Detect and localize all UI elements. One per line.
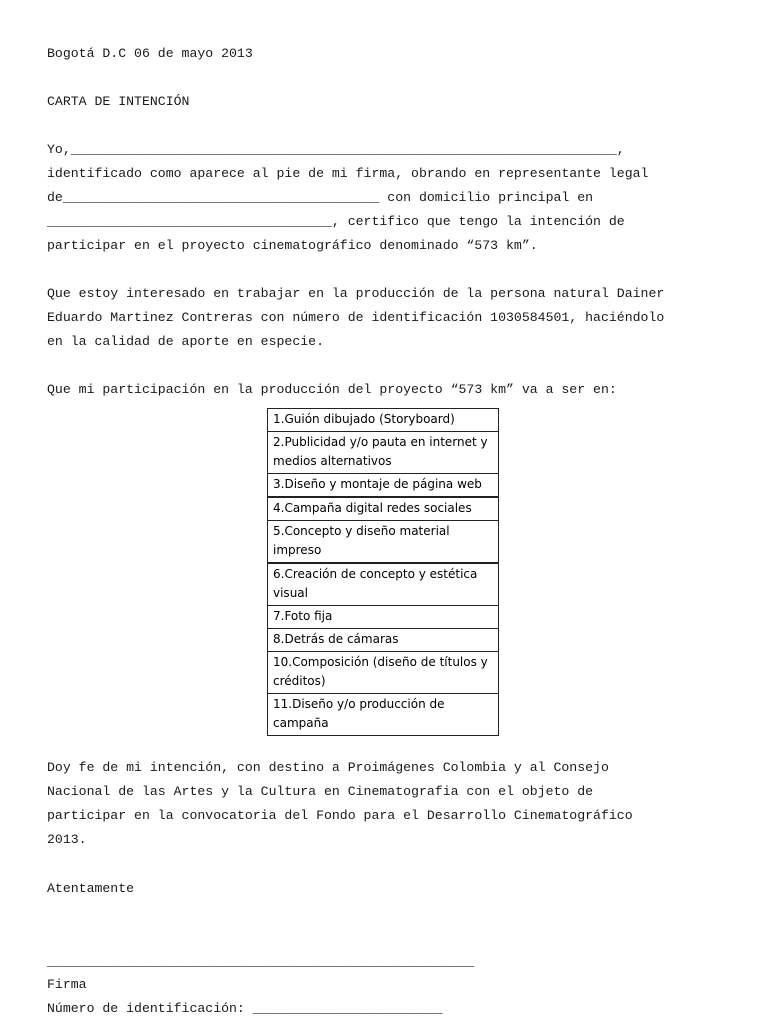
paragraph-line: Eduardo Martinez Contreras con número de identificación 1030584501, haciéndolo [47,310,665,325]
table-cell: 10.Composición (diseño de títulos y créditos) [268,652,499,694]
paragraph-line: Yo,_____________________________________________________________________, [47,142,625,157]
signature-label: Firma [47,977,87,992]
table-row [268,432,499,474]
paragraph-line: Nacional de las Artes y la Cultura en Cinematografia con el objeto de [47,784,594,799]
paragraph-line: participar en la convocatoria del Fondo para el Desarrollo Cinematográfico [47,808,633,823]
table-cell: 1.Guión dibujado (Storyboard) [268,409,499,432]
table-row [268,606,499,629]
signature-line: ______________________________________________________ [47,954,475,969]
table-cell: 2.Publicidad y/o pauta en internet y medios alternativos [268,432,499,474]
closing-text: Atentamente [47,881,135,896]
participation-table [267,408,499,736]
table-cell: 11.Diseño y/o producción de campaña [268,694,499,736]
paragraph-line: participar en el proyecto cinematográfico denominado “573 km”. [47,238,538,253]
table-cell: 7.Foto fija [268,606,499,629]
date-line: Bogotá D.C 06 de mayo 2013 [47,46,253,61]
table-cell: 4.Campaña digital redes sociales [268,497,499,521]
id-number-line: Número de identificación: ________________________ [47,1001,443,1016]
paragraph-line: ____________________________________, certifico que tengo la intención de [47,214,625,229]
table-cell: 6.Creación de concepto y estética visual [268,563,499,606]
table-row [268,563,499,606]
table-cell: 5.Concepto y diseño material impreso [268,521,499,564]
paragraph-line: Que estoy interesado en trabajar en la producción de la persona natural Dainer [47,286,665,301]
table-row [268,497,499,521]
paragraph-line: de________________________________________ con domicilio principal en [47,190,594,205]
table-row [268,474,499,498]
paragraph-line: en la calidad de aporte en especie. [47,334,324,349]
table-cell: 3.Diseño y montaje de página web [268,474,499,498]
table-row [268,629,499,652]
paragraph-participation: Que mi participación en la producción del proyecto “573 km” va a ser en: [47,382,617,397]
table-row [268,409,499,432]
paragraph-line: identificado como aparece al pie de mi firma, obrando en representante legal [47,166,649,181]
paragraph-line: 2013. [47,832,87,847]
table-row [268,652,499,694]
table-row [268,694,499,736]
paragraph-line: Doy fe de mi intención, con destino a Proimágenes Colombia y al Consejo [47,760,609,775]
letter-heading: CARTA DE INTENCIÓN [47,94,190,109]
table-row [268,521,499,564]
table-cell: 8.Detrás de cámaras [268,629,499,652]
